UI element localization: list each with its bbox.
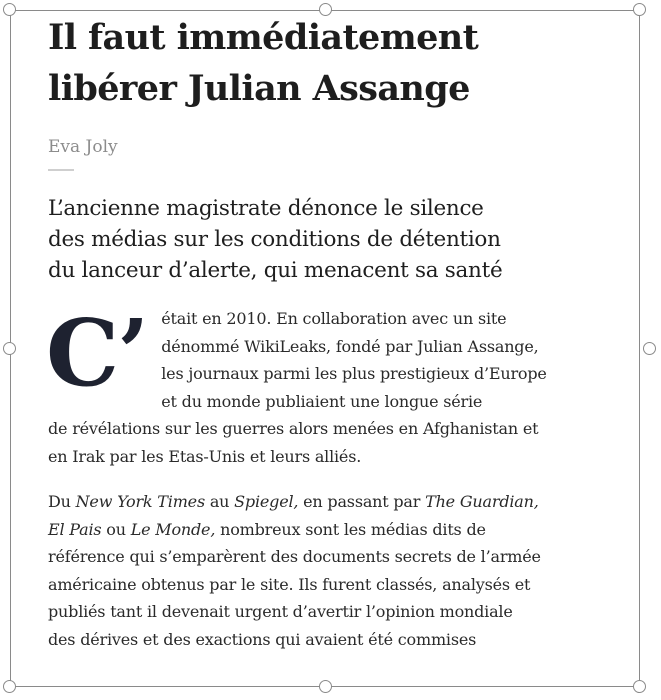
text-line: des dérives et des exactions qui avaient été commises [48,629,477,649]
divider [48,169,74,171]
paragraph-1 [46,299,618,470]
text-run: en passant par [298,492,426,511]
text-line: de révélations sur les guerres alors menées en Afghanistan et [48,419,539,438]
publication-name: Le Monde, [130,519,216,539]
text-run: ou [101,519,131,539]
paragraph-2 [48,488,618,653]
article-lede [48,193,618,286]
resize-handle-middle-left[interactable] [3,342,16,355]
resize-handle-bottom-center[interactable] [319,680,332,693]
text-line: américaine obtenus par le site. Ils furent classés, analysés et [48,574,531,594]
publication-name: Spiegel, [234,492,299,511]
title-line: libérer Julian Assange [48,68,470,109]
text-line: référence qui s’emparèrent des documents secrets de l’armée [48,547,541,566]
resize-handle-bottom-right[interactable] [633,680,646,693]
text-line: publiés tant il devenait urgent d’avertir l’opinion mondiale [48,602,513,621]
resize-handle-top-left[interactable] [3,3,16,16]
title-line: Il faut immédiatement [48,17,479,58]
text-line: et du monde publiaient une longue série [161,391,483,411]
lede-line: du lanceur d’alerte, qui menacent sa santé [48,258,503,283]
text-line: les journaux parmi les plus prestigieux d’Europe [161,364,547,383]
publication-name: The Guardian, [425,492,539,511]
resize-handle-bottom-left[interactable] [3,680,16,693]
text-run: nombreux sont les médias dits de [215,519,486,539]
lede-line: des médias sur les conditions de détention [48,227,501,252]
text-line: était en 2010. En collaboration avec un site [161,309,507,328]
article [48,12,618,653]
resize-handle-middle-right[interactable] [643,342,656,355]
text-line: dénommé WikiLeaks, fondé par Julian Assange, [161,336,539,356]
article-title [48,12,618,114]
text-run: au [204,492,235,511]
lede-line: L’ancienne magistrate dénonce le silence [48,196,484,221]
resize-handle-top-right[interactable] [633,3,646,16]
text-line: en Irak par les Etas-Unis et leurs alliés. [48,446,362,466]
publication-name: El Pais [48,519,102,539]
drop-cap: C’ [46,299,148,407]
publication-name: New York Times [75,492,205,511]
text-run: Du [48,492,76,511]
author-byline: Eva Joly [48,137,118,157]
